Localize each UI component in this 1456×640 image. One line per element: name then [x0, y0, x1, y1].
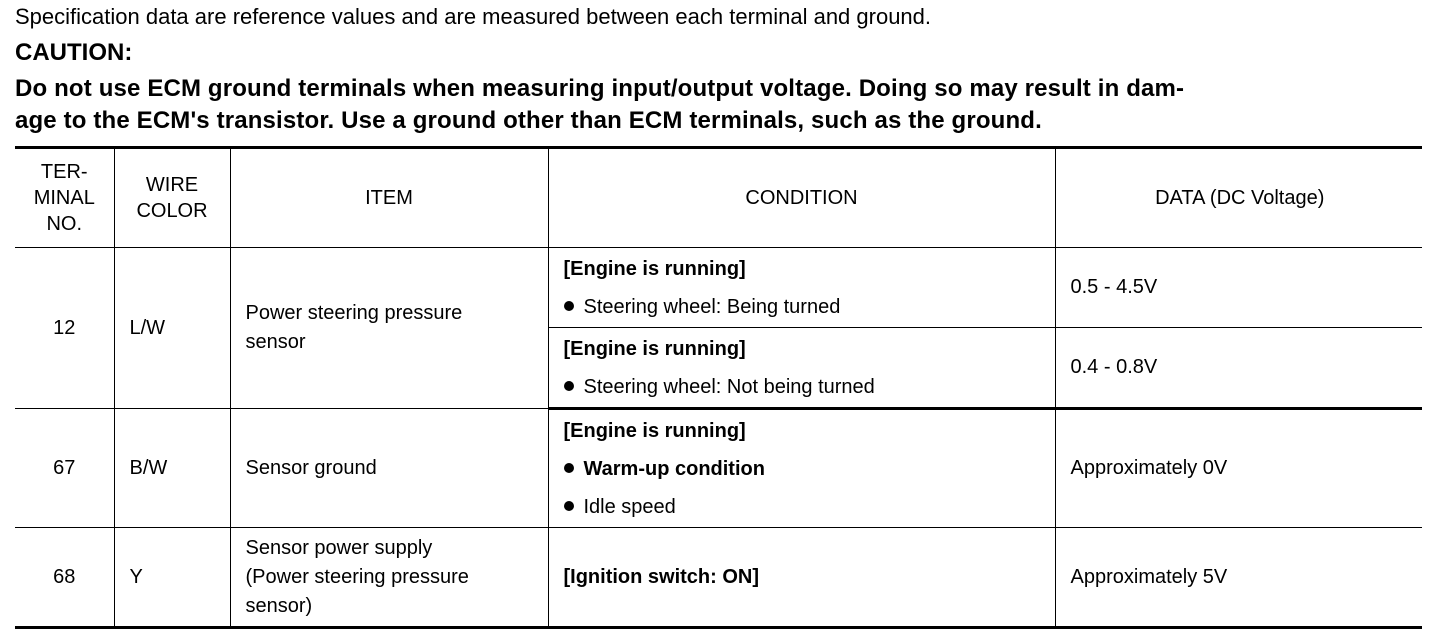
bullet-icon	[564, 381, 574, 391]
data-value: 0.5 - 4.5V	[1055, 248, 1422, 328]
condition-title: [Engine is running]	[563, 257, 746, 280]
item-description	[230, 248, 548, 409]
wire-color: B/W	[114, 409, 230, 528]
condition-bullet-text: Steering wheel: Being turned	[583, 295, 841, 318]
condition-bullet-text: Steering wheel: Not being turned	[583, 375, 875, 398]
header-terminal-line: NO.	[46, 213, 83, 235]
intro-text: Specification data are reference values and are measured between each terminal and ground.	[15, 4, 932, 29]
header-terminal-line: TER-	[40, 161, 88, 183]
terminal-spec-table	[15, 146, 1422, 629]
caution-text	[15, 73, 1425, 137]
caution-line-2: age to the ECM's transistor. Use a ground other than ECM terminals, such as the ground.	[15, 107, 1042, 134]
item-line: Sensor power supply	[245, 536, 433, 559]
condition-cell	[548, 328, 1055, 409]
header-terminal-no	[15, 148, 114, 248]
header-data: DATA (DC Voltage)	[1055, 148, 1422, 248]
header-wire-line: COLOR	[136, 200, 208, 222]
terminal-number: 12	[15, 248, 114, 409]
condition-title: [Engine is running]	[563, 419, 746, 442]
item-description	[230, 409, 548, 528]
caution-heading: CAUTION:	[15, 39, 133, 66]
item-line: Sensor ground	[245, 456, 377, 479]
caution-line-1: Do not use ECM ground terminals when measuring input/output voltage. Doing so may result in dam-	[15, 75, 1185, 102]
bullet-icon	[564, 301, 574, 311]
header-wire-color	[114, 148, 230, 248]
data-value: Approximately 0V	[1055, 409, 1422, 528]
data-value: Approximately 5V	[1055, 528, 1422, 628]
condition-bullet	[564, 288, 1055, 326]
bullet-icon	[564, 463, 574, 473]
condition-cell	[548, 248, 1055, 328]
item-line: Power steering pressure	[245, 302, 463, 324]
header-condition: CONDITION	[548, 148, 1055, 248]
condition-title: [Ignition switch: ON]	[563, 566, 760, 588]
bullet-icon	[564, 501, 574, 511]
condition-bullet	[564, 450, 1055, 488]
condition-bullet-text: Idle speed	[583, 495, 676, 518]
header-wire-line: WIRE	[145, 174, 199, 196]
terminal-number: 67	[15, 409, 114, 528]
table-row	[15, 409, 1422, 528]
condition-bullet-text: Warm-up condition	[583, 457, 765, 480]
item-description	[230, 528, 548, 628]
table-header-row	[15, 148, 1422, 248]
table-row	[15, 528, 1422, 628]
wire-color: Y	[114, 528, 230, 628]
data-value: 0.4 - 0.8V	[1055, 328, 1422, 409]
terminal-number: 68	[15, 528, 114, 628]
table-row	[15, 248, 1422, 328]
header-item: ITEM	[230, 148, 548, 248]
condition-cell	[548, 528, 1055, 628]
item-line: sensor)	[245, 594, 313, 617]
condition-title: [Engine is running]	[563, 337, 746, 360]
condition-bullet	[564, 368, 1055, 406]
item-line: (Power steering pressure	[245, 565, 469, 588]
condition-cell	[548, 409, 1055, 528]
item-line: sensor	[245, 331, 306, 353]
header-terminal-line: MINAL	[33, 187, 95, 209]
wire-color: L/W	[114, 248, 230, 409]
condition-bullet	[564, 488, 1055, 526]
